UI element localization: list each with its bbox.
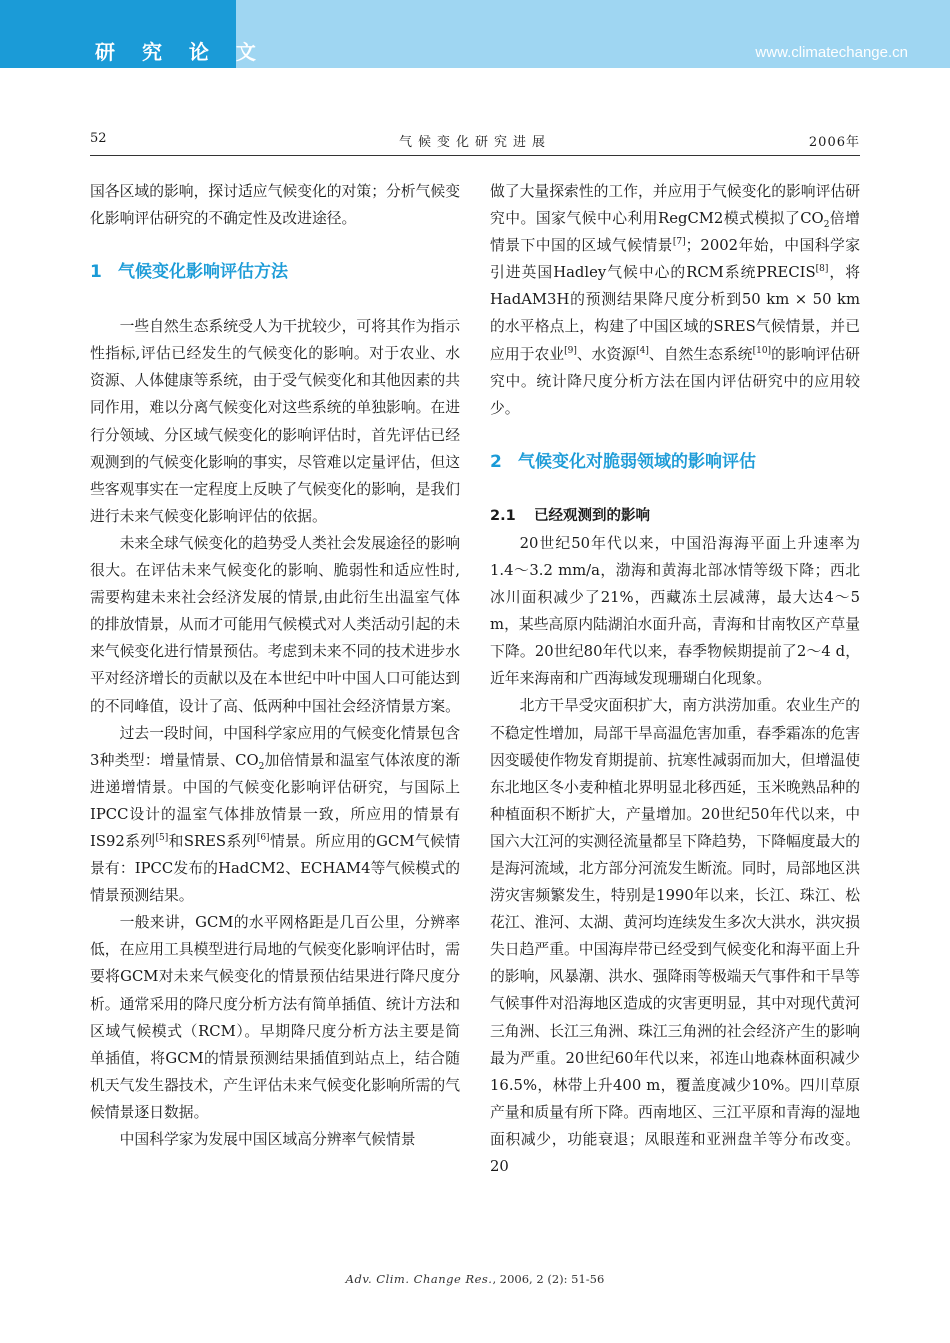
section-1-title: 气候变化影响评估方法	[118, 262, 288, 283]
top-banner	[0, 0, 950, 68]
footer-citation: , 2006, 2 (2): 51-56	[492, 1272, 605, 1286]
citation-ref[interactable]: [6]	[256, 833, 270, 844]
citation-ref[interactable]: [8]	[815, 264, 829, 275]
citation-ref[interactable]: [7]	[672, 237, 686, 248]
journal-abbrev: Adv. Clim. Change Res.	[345, 1272, 493, 1286]
subscript: 2	[823, 220, 830, 231]
citation-ref[interactable]: [5]	[155, 833, 169, 844]
site-url[interactable]: www.climatechange.cn	[755, 44, 908, 61]
body-paragraph: 北方干旱受灾面积扩大，南方洪涝加重。农业生产的不稳定性增加，局部干旱高温危害加重，春季霜冻的危害因变暖使作物发育期提前、抗寒性减弱而加大，但增温使东北地区冬小麦种植北界明显北移西延，玉米晚熟品种的种植面积不断扩大，产量增加。20世纪50年代以来，中国六大江河的实测径流量都呈下降趋势，下降幅度最大的是海河流域，北方部分河流发生断流。同时，局部地区洪涝灾害频繁发生，特别是1990年以来，长江、珠江、松花江、淮河、太湖、黄河均连续发生多次大洪水，洪灾损失日趋严重。中国海岸带已经受到气候变化和海平面上升的影响，风暴潮、洪水、强降雨等极端天气事件和干旱等气候事件对沿海地区造成的灾害更明显，其中对现代黄河三角洲、长江三角洲、珠江三角洲的社会经济产生的影响最为严重。20世纪60年代以来，祁连山地森林面积减少16.5%，林带上升400 m，覆盖度减少10%。四川草原产量和质量有所下降。西南地区、三江平原和青海的湿地面积减少，功能衰退；凤眼莲和亚洲盘羊等分布改变。20	[490, 697, 860, 1175]
body-paragraph: 中国科学家为发展中国区域高分辨率气候情景	[119, 1131, 416, 1148]
page-footer	[0, 1272, 950, 1286]
body-paragraph: 做了大量探索性的工作，并应用于气候变化的影响评估研究中。国家气候中心利用RegCM2模式模拟了$CO_2$倍增情景下中国的区域气候情景[7]；2002年始，中国科学家引进英国Hadley气候中心的RCM系统PRECIS[8]，将HadAM3H的预测结果降尺度分析到50 km × 50 km的水平格点上，构建了中国区域的SRES气候情景，并已应用于农业[9]、水资源[4]、自然生态系统[10]的影响评估研究中。统计降尺度分析方法在国内评估研究中的应用较少。	[490, 183, 860, 417]
section-2-number: 2	[490, 451, 502, 472]
citation-ref[interactable]: [4]	[636, 345, 649, 356]
left-column	[90, 178, 460, 1153]
right-column	[490, 178, 860, 1180]
subscript: 2	[258, 761, 265, 772]
running-header	[90, 131, 860, 151]
page-number: 52	[90, 131, 107, 146]
section-label: 研 究 论 文	[95, 40, 266, 64]
subsection-2-1-number: 2.1	[490, 507, 516, 524]
body-paragraph: 一般来讲，GCM的水平网格距是几百公里，分辨率低，在应用工具模型进行局地的气候变化影响评估时，需要将GCM对未来气候变化的情景预估结果进行降尺度分析。通常采用的降尺度分析方法有简单插值、统计方法和区域气候模式（RCM）。早期降尺度分析方法主要是简单插值，将GCM的情景预测结果插值到站点上，结合随机天气发生器技术，产生评估未来气候变化影响所需的气候情景逐日数据。	[90, 914, 460, 1121]
section-2-heading	[490, 449, 860, 476]
body-paragraph: 一些自然生态系统受人为干扰较少，可将其作为指示性指标,评估已经发生的气候变化的影响。对于农业、水资源、人体健康等系统，由于受气候变化和其他因素的共同作用，难以分离气候变化对这些系统的单独影响。在进行分领域、分区域气候变化的影响评估时，首先评估已经观测到的气候变化影响的事实，尽管难以定量评估，但这些客观事实在一定程度上反映了气候变化的影响，是我们进行未来气候变化影响评估的依据。	[90, 318, 460, 525]
body-paragraph: 过去一段时间，中国科学家应用的气候变化情景包含3种类型：增量情景、$CO_2$加倍情景和温室气体浓度的渐进递增情景。中国的气候变化影响评估研究，与国际上IPCC设计的温室气体排放情景一致，所应用的情景有IS92系列[5]和SRES系列[6]情景。所应用的GCM气候情景有：IPCC发布的HadCM2、ECHAM4等气候模式的情景预测结果。	[90, 724, 461, 905]
body-paragraph: 20世纪50年代以来，中国沿海海平面上升速率为1.4～3.2 mm/a，渤海和黄海北部冰情等级下降；西北冰川面积减少了21%，西藏冻土层减薄，最大达4～5 m，某些高原内陆湖泊水面升高，青海和甘南牧区产草量下降。20世纪80年代以来，春季物候期提前了2～4 d，近年来海南和广西海域发现珊瑚白化现象。	[490, 534, 860, 688]
intro-paragraph: 国各区域的影响，探讨适应气候变化的对策；分析气候变化影响评估研究的不确定性及改进途径。	[90, 183, 460, 228]
subsection-2-1-heading	[490, 503, 860, 530]
issue-year: 2006年	[808, 135, 860, 150]
body-paragraph: 未来全球气候变化的趋势受人类社会发展途径的影响很大。在评估未来气候变化的影响、脆弱性和适应性时,需要构建未来社会经济发展的情景,由此衍生出温室气体的排放情景，从而才可能用气候模式对人类活动引起的未来气候变化进行情景预估。考虑到未来不同的技术进步水平对经济增长的贡献以及在本世纪中叶中国人口可能达到的不同峰值，设计了高、低两种中国社会经济情景方案。	[90, 534, 460, 715]
citation-ref[interactable]: [9]	[564, 345, 577, 356]
journal-title: 气候变化研究进展	[398, 135, 551, 150]
section-2-title: 气候变化对脆弱领域的影响评估	[518, 451, 756, 472]
header-rule	[90, 155, 860, 156]
section-1-number: 1	[90, 262, 102, 283]
section-1-heading	[90, 259, 460, 286]
citation-ref[interactable]: [10]	[752, 345, 772, 356]
subsection-2-1-title: 已经观测到的影响	[534, 507, 650, 524]
